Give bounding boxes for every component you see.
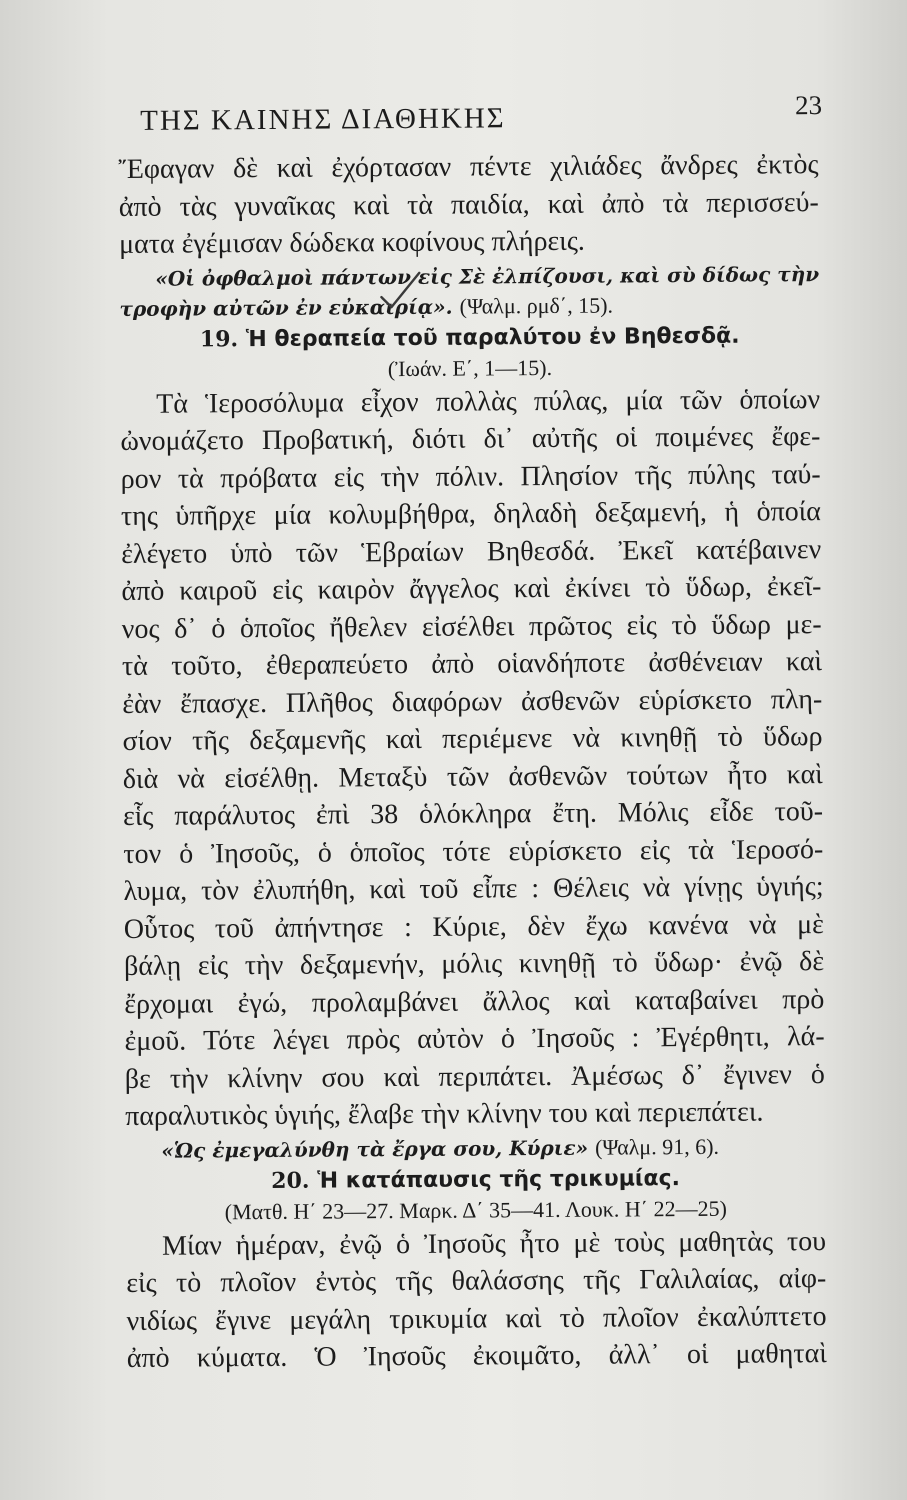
- text-line: ὠνομάζετο Προβατική, διότι δι᾿ αὐτῆς οἱ ποιμένες ἔφε-: [120, 421, 821, 457]
- quote-line: [125, 1131, 825, 1166]
- pencil-check-mark-icon: [377, 271, 423, 311]
- text-line: βε τὴν κλίνην σου καὶ περιπάτει. Ἀμέσως δ᾿ ἔγινεν ὁ: [124, 1058, 825, 1095]
- section-number: 20.: [271, 1167, 310, 1194]
- text-line: παραλυτικὸς ὑγιής, ἔλαβε τὴν κλίνην του καὶ περιεπάτει.: [125, 1096, 764, 1132]
- text-line: σίον τῆς δεξαμενῆς καὶ περιέμενε νὰ κινηθῇ τὸ ὕδωρ: [122, 721, 823, 757]
- running-head: [118, 90, 823, 151]
- text-line: ἐλέγετο ὑπὸ τῶν Ἑβραίων Βηθεσδά. Ἐκεῖ κατέβαινεν: [121, 533, 822, 570]
- section-heading: [125, 1161, 825, 1198]
- text-line: διὰ νὰ εἰσέλθῃ. Μεταξὺ τῶν ἀσθενῶν τούτων ἦτο καὶ: [122, 758, 823, 795]
- text-line: ματα ἐγέμισαν δώδεκα κοφίνους πλήρεις.: [118, 225, 585, 260]
- section-20: [125, 1161, 826, 1378]
- text-line: εἰς τὸ πλοῖον ἐντὸς τῆς θαλάσσης τῆς Γαλιλαίας, αἰφ-: [126, 1263, 827, 1299]
- text-line: ἀπὸ καιροῦ εἰς καιρὸν ἄγγελος καὶ ἐκίνει τὸ ὕδωρ, ἐκεῖ-: [121, 571, 822, 607]
- psalm-quote: [125, 1131, 825, 1166]
- text-line: ἀπὸ κύματα. Ὁ Ἰησοῦς ἐκοιμᾶτο, ἀλλ᾿ οἱ μαθηταὶ: [126, 1338, 827, 1374]
- text-line: λυμα, τὸν ἐλυπήθη, καὶ τοῦ εἶπε : Θέλεις νὰ γίνῃς ὑγιής;: [123, 871, 824, 907]
- text-line: βάλῃ εἰς τὴν δεξαμενήν, μόλις κινηθῇ τὸ ὕδωρ· ἐνῷ δὲ: [123, 946, 825, 982]
- quote-line: [119, 289, 819, 324]
- text-line: τὰ τοῦτο, ἐθεραπεύετο ἀπὸ οἱανδήποτε ἀσθένειαν καὶ: [121, 646, 823, 682]
- running-head-title: ΤΗΣ ΚΑΙΝΗΣ ΔΙΑΘΗΚΗΣ: [140, 102, 506, 137]
- text-line: Οὗτος τοῦ ἀπήντησε : Κύριε, δὲν ἔχω κανένα νὰ μὲ: [123, 908, 824, 945]
- text-line: νος δ᾿ ὁ ὁποῖος ἤθελεν εἰσέλθει πρῶτος εἰς τὸ ὕδωρ με-: [121, 608, 822, 645]
- text-line: εἷς παράλυτος ἐπὶ 38 ὁλόκληρα ἔτη. Μόλις εἶδε τοῦ-: [122, 796, 824, 832]
- quote-reference: (Ψαλμ. 91, 6).: [594, 1133, 720, 1160]
- text-line: της ὑπῆρχε μία κολυμβήθρα, δηλαδὴ δεξαμενή, ἡ ὁποία: [120, 496, 822, 532]
- quote-text: «Ὡς ἐμεγαλύνθη τὰ ἔργα σου, Κύριε»: [161, 1135, 589, 1163]
- text-line: Μίαν ἡμέραν, ἐνῷ ὁ Ἰησοῦς ἦτο μὲ τοὺς μαθητὰς του: [161, 1225, 827, 1262]
- page-number: 23: [794, 90, 823, 121]
- carryover-paragraph: [118, 146, 819, 263]
- quote-line: «Οἱ ὀφθαλμοὶ πάντων εἰς Σὲ ἐλπίζουσι, καὶ σὺ δίδως τὴν: [155, 261, 820, 291]
- text-line: τον ὁ Ἰησοῦς, ὁ ὁποῖος τότε εὑρίσκετο εἰς τὰ Ἱεροσό-: [123, 833, 824, 870]
- section-title: Ἡ κατάπαυσις τῆς τρικυμίας.: [317, 1165, 681, 1194]
- quote-text: τροφὴν αὐτῶν ἐν εὐκαιρίᾳ».: [119, 294, 453, 321]
- section-title: Ἡ θεραπεία τοῦ παραλύτου ἐν Βηθεσδᾷ.: [245, 323, 740, 352]
- text-column: [118, 90, 827, 1377]
- text-line: ἔρχομαι ἐγώ, προλαμβάνει ἄλλος καὶ καταβαίνει πρὸ: [124, 983, 825, 1020]
- text-line: ρον τὰ πρόβατα εἰς τὴν πόλιν. Πλησίον τῆς πύλης ταύ-: [120, 458, 821, 495]
- text-line: νιδίως ἔγινε μεγάλη τρικυμία καὶ τὸ πλοῖον ἐκαλύπτετο: [126, 1300, 827, 1337]
- section-reference: (Ἰωάν. Ε΄, 1—15).: [387, 354, 553, 381]
- section-heading: [120, 319, 820, 356]
- text-line: ἀπὸ τὰς γυναῖκας καὶ τὰ παιδία, καὶ ἀπὸ τὰ περισσεύ-: [118, 186, 819, 223]
- section-number: 19.: [199, 325, 239, 352]
- text-line: Ἔφαγαν δὲ καὶ ἐχόρτασαν πέντε χιλιάδες ἄνδρες ἐκτὸς: [118, 149, 819, 185]
- text-line: ἐὰν ἔπασχε. Πλῆθος διαφόρων ἀσθενῶν εὑρίσκετο πλη-: [122, 683, 823, 720]
- psalm-quote: [119, 259, 819, 324]
- section-19: [120, 319, 826, 1136]
- quote-reference: (Ψαλμ. ρμδ΄, 15).: [459, 292, 614, 319]
- text-line: ἐμοῦ. Τότε λέγει πρὸς αὐτὸν ὁ Ἰησοῦς : Ἐγέρθητι, λά-: [124, 1021, 825, 1057]
- text-line: Τὰ Ἱεροσόλυμα εἶχον πολλὰς πύλας, μία τῶν ὁποίων: [156, 383, 821, 420]
- section-reference: (Ματθ. Η΄ 23—27. Μαρκ. Δ΄ 35—41. Λουκ. Η΄ 22—25): [224, 1195, 727, 1224]
